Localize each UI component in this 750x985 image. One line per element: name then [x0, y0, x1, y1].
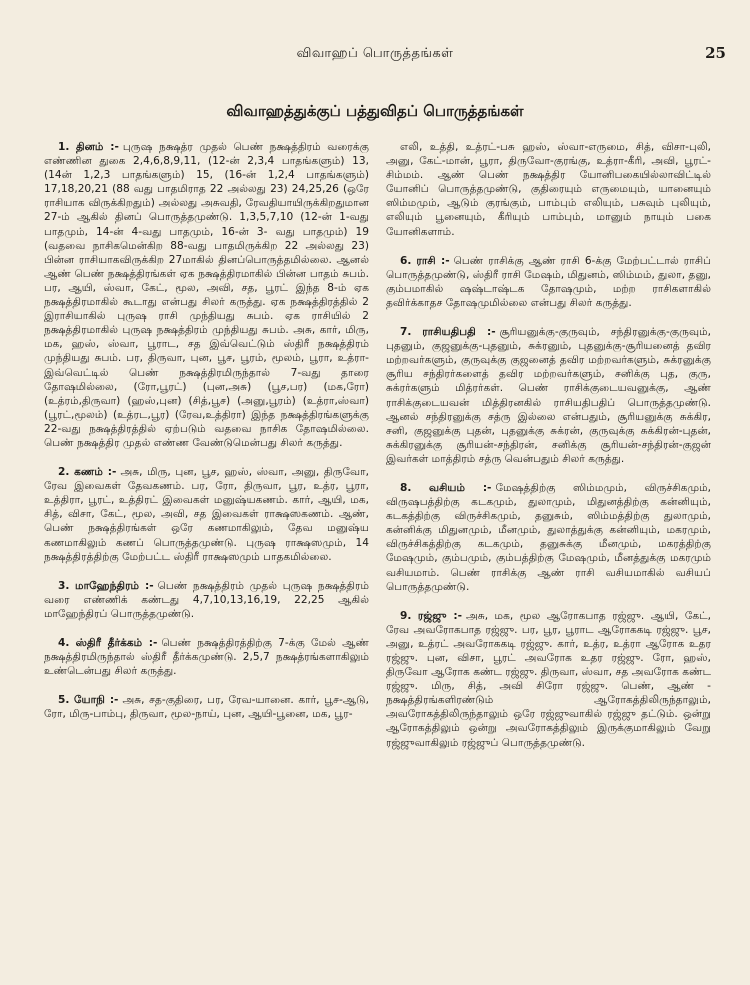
section-text: புருஷ நக்ஷத்ர முதல் பெண் நக்ஷத்திரம் வரைக்கு எண்ணின துகை 2,4,6,8,9,11, (12-ன் 2,3,4 பாதங்களும்) 13, (14ன் 1,2,3 பாதங்களும்) 15, (16-ன் 1,2,4 பாதங்களும்) 17,18,20,21 (88 வது பாதமிராத 22 அல்லது 23) 24,25,26 (ஒரே ராசியாக விருக்கிறதும்) அல்லது அசுவதி, ரேவதியாயிருக்கிறதுமான 27-ம் ஆகில் தினப் பொருத்தமுண்டு. 1,3,5,7,10 (12-ன் 1-வது பாதமும், 14-ன் 4-வது பாதமும், 16-ன் 3- வது பாதமும்) 19 (வதவை நாசிகமென்கிற 88-வது பாதமிருக்கிற 22 அல்லது 23) பின்ன ராசியாகவிருக்கிற 27மாகில் தினப்பொருத்தமில்லை. ஆனல் ஆண் பெண் நக்ஷத்திரங்கள் ஏக நக்ஷத்திரமாகில் பின்ன பாதம் சுபம். பர, ஆயி, ஸ்வா, கேட், மூல, அவி, சத, பூரட் இந்த 8-ம் ஏக நக்ஷத்திரமாகில் கூடாது என்பது சிலர் கருத்து. ஏக நக்ஷத்திரத்தில் 2 இராசியாகில் புருஷ ராசி முந்தியது சுபம். ஏக ராசியில் 2 நக்ஷத்திரமாகில் புருஷ நக்ஷத்திரம் முந்தியது சுபம். அசு, கார், மிரு, மக, ஹஸ், ஸ்வா, பூராட, சத இவ்வெட்டும் ஸ்திரீ நக்ஷத்திரம் முந்தியது சுபம். பர, திருவா, புன, பூச, பூரம், மூலம், பூரா, உத்ரா-இவ்வெட்டில் பெண் நக்ஷத்திரமிருந்தால் 7-வது தாரை தோஷமில்லை, (ரோ,பூரட்) (புன,அசு) (பூச,பர) (மக,ரோ) (உத்ரம்,திருவா) (ஹஸ்,புன) (சித்,பூச) (அனு,பூரம்) (உத்ரா,ஸ்வா) (பூரட்,மூலம்) (உத்ரட,பூர) (ரேவ,உத்திரா) இந்த நக்ஷத்திரங்களுக்கு 22-வது நக்ஷத்திரத்தில் ஏற்படும் வதவை நாசிக தோஷமில்லை. பெண் நக்ஷத்திர முதல் எண்ண வேண்டுமென்பது சிலர் கருத்து. [44, 141, 369, 449]
section-text: சூரியனுக்கு-குருவும், சந்திரனுக்கு-குருவும், புதனும், குஜனுக்கு-புதனும், சுக்ரனும், புதனுக்கு-சூரியனைத் தவிர மற்றவர்களும், குருவுக்கு குஜனைத் தவிர மற்றவர்களும், சுக்ரனுக்கு சூரிய சந்திரர்களைத் தவிர மற்றவர்களும், சனிக்கு புத, குரு, சுக்ரர்களும் மித்ரர்கள். பெண் ராசிக்குடையவனுக்கு, ஆண் ராசிக்குடையவன் மித்திரனகில் ராசியதிபதிப் பொருத்தமுண்டு. ஆனல் சந்திரனுக்கு சத்ரு இல்லை என்பதும், சூரியனுக்கு சுக்கிர, சனி, குஜனுக்கு புதன், புதனுக்கு சுக்ரன், குருவுக்கு சுக்கிரன்-புதன், சுக்கிரனுக்கு சூரியன்-சந்திரன், சனிக்கு சூரியன்-சந்திரன்-குஜன் இவர்கள் மாத்திரம் சத்ரு வென்பதும் சிலர் கருத்து. [386, 326, 711, 465]
section-rasi-adhipathi [386, 325, 711, 466]
section-text: மேஷத்திற்கு ஸிம்மமும், விருச்சிகமும், விருஷபத்திற்கு கடகமும், துலாமும், மிதுனத்திற்கு கன்னியும், கடகத்திற்கு விருச்சிகமும், தனுசும், ஸிம்மத்திற்கு துலாமும், கன்னிக்கு மிதுனமும், மீனமும், துலாத்துக்கு கன்னியும், மகரமும், விருச்சிகத்திற்கு கடகமும், தனுசுக்கு மீனமும், மகரத்திற்கு மேஷமும், கும்பமும், கும்பத்திற்கு மேஷமும், மீனத்துக்கு மகரமும் வசியமாம். பெண் ராசிக்கு ஆண் ராசி வசியமாகில் வசியப் பொருத்தமுண்டு. [386, 481, 711, 593]
section-mahendram [44, 579, 369, 621]
page-title: விவாஹத்துக்குப் பத்துவிதப் பொருத்தங்கள் [226, 102, 524, 120]
page-number: 25 [705, 44, 726, 62]
section-heading: யோநி :- [74, 694, 119, 707]
section-number: 1. [58, 141, 70, 153]
section-number: 7. [400, 326, 412, 339]
section-dinam [44, 140, 369, 450]
section-number: 3. [58, 579, 70, 592]
section-text: பெண் ராசிக்கு ஆண் ராசி 6-க்கு மேற்பட்டால் ராசிப் பொருத்தமுண்டு, ஸ்திரீ ராசி மேஷம், மிதுனம், ஸிம்மம், துலா, தனு, கும்பமாகில் ஷஷ்டாஷ்டக தோஷமும், மற்ற ராசிகளாகில் தவிர்க்காதச தோஷமுமில்லை என்பது சிலர் கருத்து. [386, 254, 711, 309]
section-number: 5. [58, 694, 70, 707]
section-heading: ரஜ்ஜு :- [417, 609, 463, 622]
section-text: அசு, மக, மூல ஆரோகபாத ரஜ்ஜு. ஆயி, கேட், ரேவ அவரோகபாத ரஜ்ஜு. பர, பூர, பூராட ஆரோககடி ரஜ்ஜு. பூச, அனு, உத்ரட் அவரோககடி ரஜ்ஜு. கார், உத்ர, உத்ரா ஆரோக உதர ரஜ்ஜு. புன, விசா, பூரட் அவரோக உதர ரஜ்ஜு. ரோ, ஹஸ், திருவோ ஆரோக கண்ட ரஜ்ஜு. திருவா, ஸ்வா, சத அவரோக கண்ட ரஜ்ஜு. மிரு, சித், அவி சிரோ ரஜ்ஜு. பெண், ஆண் - நக்ஷத்திரங்களிரண்டும் ஆரோகத்திலிருந்தாலும், அவரோகத்திலிருந்தாலும் ஒரே ரஜ்ஜுவாகில் ரஜ்ஜு தட்டும். ஒன்று ஆரோகத்திலும் ஒன்று அவரோகத்திலும் இருக்குமாகிலும் வேறு ரஜ்ஜுவாகிலும் ரஜ்ஜுப் பொருத்தமுண்டு. [386, 609, 711, 749]
section-heading: கணம் :- [74, 466, 117, 479]
section-heading: ராசியதிபதி :- [422, 326, 496, 339]
section-heading: தினம் :- [75, 141, 119, 153]
section-number: 9. [400, 609, 412, 622]
section-number: 8. [400, 481, 412, 494]
section-heading: மாஹேந்திரம் :- [75, 579, 154, 592]
section-heading: ஸ்திரீ தீர்க்கம் :- [75, 637, 158, 649]
left-column [44, 140, 369, 980]
section-heading: ராசி :- [416, 254, 450, 267]
section-ganam [44, 465, 369, 564]
running-header: விவாஹப் பொருத்தங்கள் [296, 46, 454, 61]
section-text: அசு, மிரு, புன, பூச, ஹஸ், ஸ்வா, அனு, திருவோ, ரேவ இவைகள் தேவகணம். பர, ரோ, திருவா, பூர, உத்ர, பூரா, உத்திரா, பூரட், உத்திரட் இவைகள் மனுஷ்யகணம். கார், ஆயி, மக, சித், விசா, கேட், மூல, அவி, சத இவைகள் ராக்ஷஸகணம். ஆண், பெண் நக்ஷத்திரங்கள் ஒரே கணமாகிலும், தேவ மனுஷ்ய கணமாகிலும் கணப் பொருத்தமுண்டு. புருஷ ராக்ஷஸமும், 14 நக்ஷத்திரத்திற்கு மேற்பட்ட ஸ்திரீ ராக்ஷஸமும் பாதகமில்லை. [44, 466, 369, 563]
section-number: 6. [400, 254, 412, 267]
section-vasiyam [386, 481, 711, 594]
section-rajju [386, 609, 711, 750]
section-heading: வசியம் :- [428, 481, 492, 494]
section-number: 2. [58, 466, 70, 479]
section-rasi [386, 254, 711, 310]
section-text: எலி, உத்தி, உத்ரட்-பசு ஹஸ், ஸ்வா-எருமை, சித், விசா-புலி, அனு, கேட்-மான், பூரா, திருவோ-குரங்கு, உத்ரா-கீரி, அவி, பூரட்-சிம்மம். ஆண் பெண் நக்ஷத்திர யோனிபகையில்லாவிட்டில் யோனிப் பொருத்தமுண்டு, குதிரையும் எருமையும், யானையும் ஸிம்மமும், ஆடும் குரங்கும், பாம்பும் எலியும், பசுவும் புலியும், எலியும் பூனையும், கீரியும் பாம்பும், மானும் நாயும் பகை யோனிகளாம். [386, 141, 711, 238]
section-text: அசு, சத-குதிரை, பர, ரேவ-யானை. கார், பூச-ஆடு, ரோ, மிரு-பாம்பு, திருவா, மூல-நாய், புன, ஆயி-பூனை, மக, பூர- [44, 694, 369, 721]
section-text: பெண் நக்ஷத்திரத்திற்கு 7-க்கு மேல் ஆண் நக்ஷத்திரமிருந்தால் ஸ்திரீ தீர்க்கமுண்டு. 2,5,7 நக்ஷத்ரங்களாகிலும் உண்டென்பது சிலர் கருத்து. [44, 637, 369, 678]
section-yoni [44, 693, 369, 721]
section-stree-deergham [44, 636, 369, 678]
section-text: பெண் நக்ஷத்திரம் முதல் புருஷ நக்ஷத்திரம் வரை எண்ணிக் கண்டது 4,7,10,13,16,19, 22,25 ஆகில் மாஹேந்திரப் பொருத்தமுண்டு. [44, 579, 369, 620]
right-column [386, 140, 711, 840]
section-number: 4. [58, 637, 70, 649]
section-yoni-continued [386, 140, 711, 239]
